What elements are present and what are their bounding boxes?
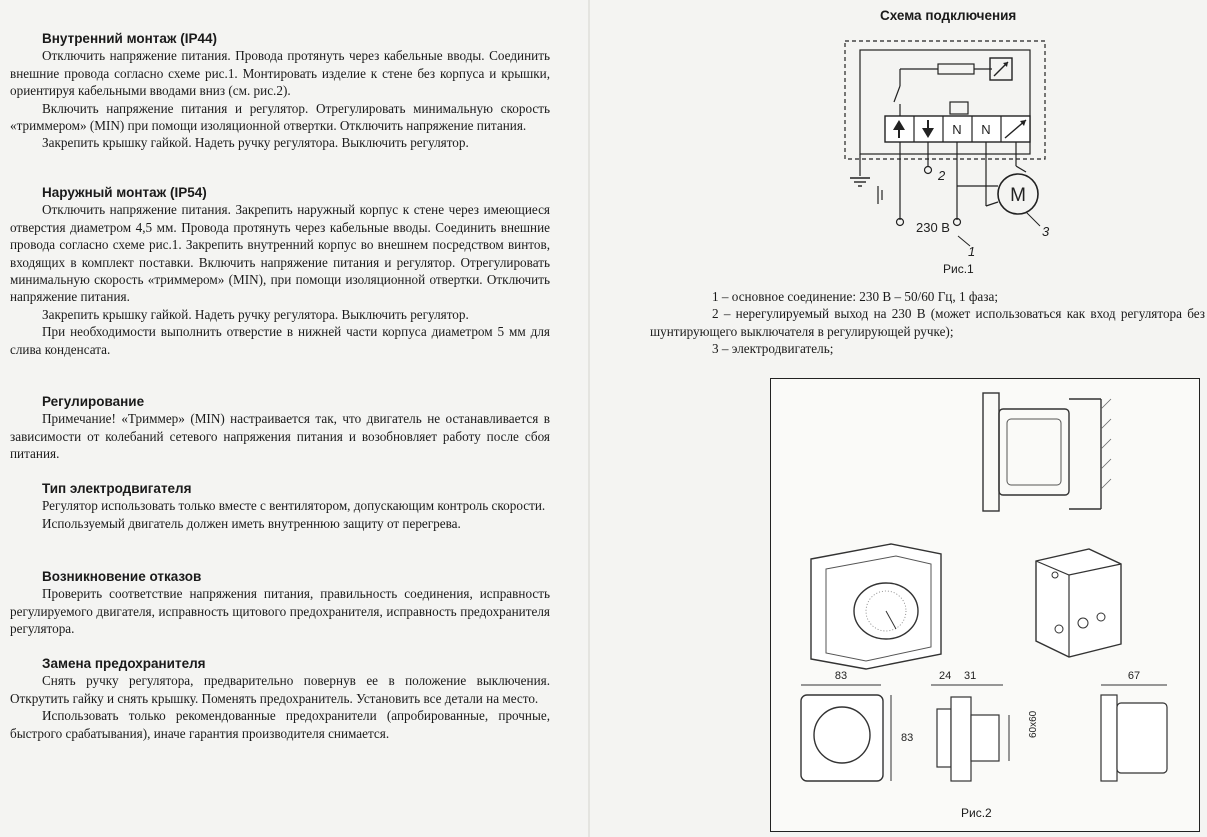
fig2-frame: [770, 378, 1200, 832]
section-internal-mounting: [10, 30, 550, 152]
paragraph: Использовать только рекомендованные предохранители (апробированные, прочные, быстрого срабатывания), иначе гарантия производителя снимается.: [10, 708, 550, 741]
section-title: Тип электродвигателя: [42, 481, 192, 496]
paragraph: Отключить напряжение питания. Провода протянуть через кабельные вводы. Соединить внешние провода согласно схеме рис.1. Монтировать изделие к стене без корпуса и крышки, ориентируя кабельными вводами вниз (см. рис.2).: [10, 48, 550, 99]
section-title: Замена предохранителя: [42, 656, 206, 671]
paragraph: Закрепить крышку гайкой. Надеть ручку регулятора. Выключить регулятор.: [42, 135, 469, 151]
section-regulation: [10, 393, 550, 463]
dimension-label: 60x60: [1028, 710, 1039, 738]
fig1-caption: Рис.1: [943, 262, 974, 276]
right-page: [610, 0, 1207, 837]
callout-label: 2: [938, 168, 946, 183]
section-title: Наружный монтаж (IP54): [42, 185, 207, 200]
paragraph: Отключить напряжение питания. Закрепить наружный корпус к стене через имеющиеся отверстия диаметром 4,5 мм. Провода протянуть через кабельные вводы. Соединить внешние провода согласно схеме рис.1. Закрепить внутренний корпус во внешнем посредством винтов, входящих в комплект поставки. Включить напряжение питания и регулятор. Отрегулировать минимальную скорость «триммером» (MIN), при помощи изоляционной отвертки. Отключить напряжение питания.: [10, 202, 550, 305]
diagram-legend: [650, 288, 1205, 358]
open-box-view: [1036, 549, 1121, 657]
legend-item: 1 – основное соединение: 230 В – 50/60 Гц, 1 фаза;: [712, 289, 998, 304]
dimension-label: 31: [964, 670, 977, 682]
section-external-mounting: [10, 184, 550, 358]
terminal-label: N: [981, 122, 991, 137]
paragraph: При необходимости выполнить отверстие в нижней части корпуса диаметром 5 мм для слива конденсата.: [10, 324, 550, 357]
paragraph: Используемый двигатель должен иметь внутреннюю защиту от перегрева.: [42, 515, 461, 531]
dimension-label: 24: [939, 670, 952, 682]
section-title: Внутренний монтаж (IP44): [42, 31, 218, 46]
section-fuse-replacement: [10, 655, 550, 742]
paragraph: Примечание! «Триммер» (MIN) настраивается так, что двигатель не останавливается в зависимости от колебаний сетевого напряжения питания и возобновляет работу после сбоя питания.: [10, 411, 550, 462]
dimension-label: 83: [834, 670, 848, 682]
motor-label: M: [1010, 185, 1026, 206]
legend-item: 3 – электродвигатель;: [712, 341, 834, 357]
section-title: Возникновение отказов: [42, 569, 202, 584]
section-title: Регулирование: [42, 394, 145, 409]
left-page: [0, 0, 560, 837]
side-view: [931, 670, 1039, 781]
front-view: [801, 670, 913, 781]
wall-mount-section: [983, 393, 1111, 511]
section-failures: [10, 568, 550, 638]
regulator-drawings: [771, 379, 1199, 831]
switch-symbol: [894, 86, 900, 102]
callout-label: 3: [1042, 224, 1050, 239]
dimension-label: 67: [1127, 670, 1141, 682]
paragraph: Проверить соответствие напряжения питания, правильность соединения, исправность регулируемого двигателя, исправность щитового предохранителя, исправность предохранителя регулятора.: [10, 586, 550, 637]
legend-item: 2 – нерегулируемый выход на 230 В (может использоваться как вход регулятора без шунтирующего выключателя в регулирующей ручке);: [650, 306, 1205, 339]
paragraph: Регулятор использовать только вместе с вентилятором, допускающим контроль скорости.: [42, 498, 546, 514]
depth-view: [1101, 670, 1167, 781]
wiring-diagram: [840, 36, 1080, 272]
fuse-symbol: [938, 64, 974, 74]
paragraph: Закрепить крышку гайкой. Надеть ручку регулятора. Выключить регулятор.: [42, 306, 469, 322]
paragraph: Снять ручку регулятора, предварительно повернув ее в положение выключения. Открутить гайку и снять крышку. Поменять предохранитель. Установить все детали на место.: [10, 673, 550, 706]
terminal-label: N: [952, 122, 962, 137]
regulator-3d-view: [811, 544, 941, 669]
dimension-label: 83: [901, 732, 914, 744]
voltage-label: 230 В: [916, 220, 950, 235]
callout-label: 1: [968, 244, 976, 259]
section-motor-type: [10, 480, 550, 532]
fig2-caption: Рис.2: [961, 806, 992, 820]
diagram-title: Схема подключения: [880, 8, 1017, 23]
page-fold: [588, 0, 590, 837]
paragraph: Включить напряжение питания и регулятор. Отрегулировать минимальную скорость «триммером» (MIN) при помощи изоляционной отвертки. Отключить напряжение питания.: [10, 100, 550, 134]
